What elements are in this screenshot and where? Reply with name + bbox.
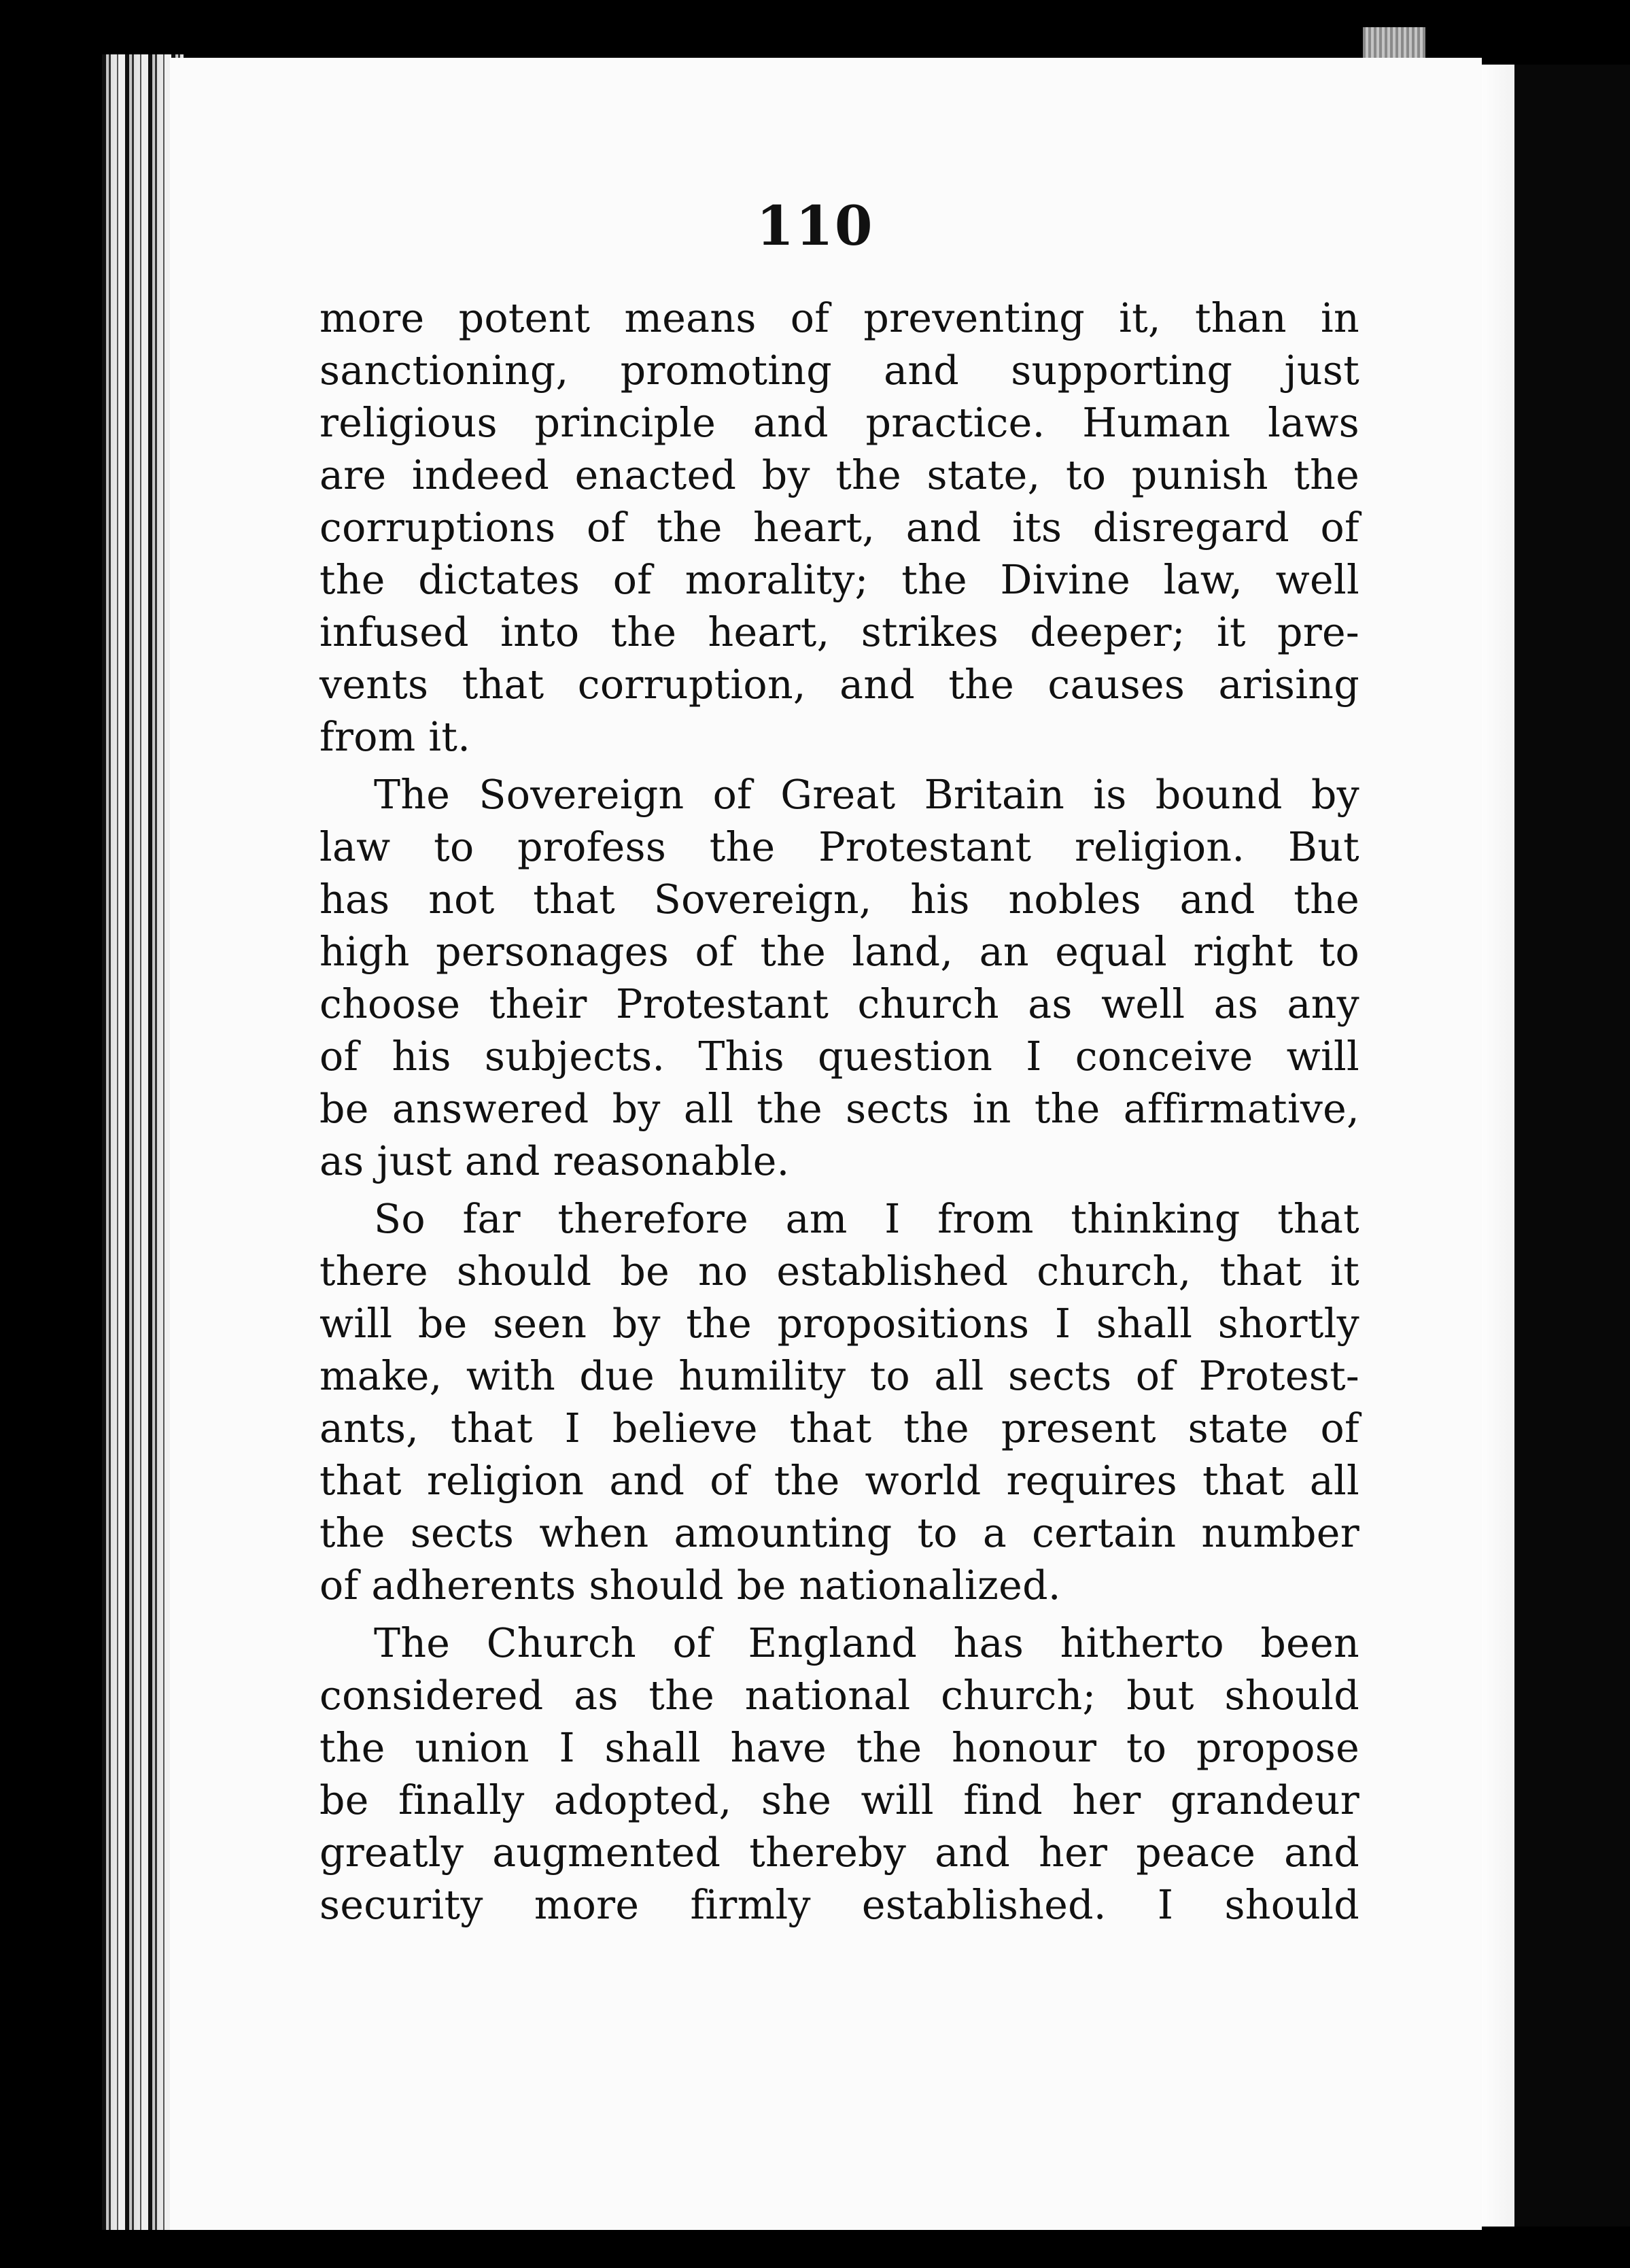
page-number: 110 bbox=[756, 194, 874, 258]
text-line: of his subjects. This question I conceive will bbox=[319, 1033, 1359, 1080]
text-line: from it. bbox=[319, 714, 471, 760]
text-line: vents that corruption, and the causes arising bbox=[319, 662, 1359, 708]
text-line: more potent means of preventing it, than in bbox=[319, 295, 1359, 341]
text-line: corruptions of the heart, and its disregard of bbox=[319, 504, 1359, 551]
text-line: greatly augmented thereby and her peace and bbox=[319, 1829, 1359, 1876]
text-line: religious principle and practice. Human laws bbox=[319, 400, 1359, 446]
text-line: of adherents should be nationalized. bbox=[319, 1562, 1061, 1609]
text-line: make, with due humility to all sects of Protest- bbox=[319, 1353, 1359, 1399]
text-line: be finally adopted, she will find her grandeur bbox=[319, 1777, 1359, 1823]
text-line: as just and reasonable. bbox=[319, 1138, 790, 1184]
text-line: high personages of the land, an equal right to bbox=[319, 929, 1359, 975]
text-line: considered as the national church; but should bbox=[319, 1672, 1359, 1719]
text-line: the sects when amounting to a certain number bbox=[319, 1510, 1359, 1556]
text-line: the union I shall have the honour to propose bbox=[319, 1725, 1359, 1771]
text-line: So far therefore am I from thinking that bbox=[374, 1196, 1359, 1242]
text-line: choose their Protestant church as well as any bbox=[319, 981, 1359, 1027]
scan-background-right bbox=[1514, 65, 1630, 2227]
text-line: has not that Sovereign, his nobles and the bbox=[319, 876, 1359, 923]
text-line: infused into the heart, strikes deeper; it pre- bbox=[319, 609, 1359, 655]
scan-corner-mark bbox=[1363, 27, 1425, 60]
text-line: be answered by all the sects in the affirmative, bbox=[319, 1086, 1359, 1132]
text-line: The Church of England has hitherto been bbox=[374, 1620, 1359, 1666]
text-line: security more firmly established. I should bbox=[319, 1882, 1359, 1928]
text-line: that religion and of the world requires that all bbox=[319, 1458, 1359, 1504]
text-line: are indeed enacted by the state, to punish the bbox=[319, 452, 1359, 498]
text-line: ants, that I believe that the present state of bbox=[319, 1405, 1359, 1451]
text-line: The Sovereign of Great Britain is bound by bbox=[374, 772, 1359, 818]
text-line: law to profess the Protestant religion. But bbox=[319, 824, 1359, 870]
text-line: will be seen by the propositions I shall shortly bbox=[319, 1301, 1359, 1347]
next-page-edge bbox=[1482, 65, 1514, 2227]
text-line: there should be no established church, that it bbox=[319, 1248, 1359, 1294]
body-text bbox=[319, 292, 1359, 1931]
text-line: the dictates of morality; the Divine law, well bbox=[319, 557, 1359, 603]
text-line: sanctioning, promoting and supporting just bbox=[319, 347, 1359, 394]
